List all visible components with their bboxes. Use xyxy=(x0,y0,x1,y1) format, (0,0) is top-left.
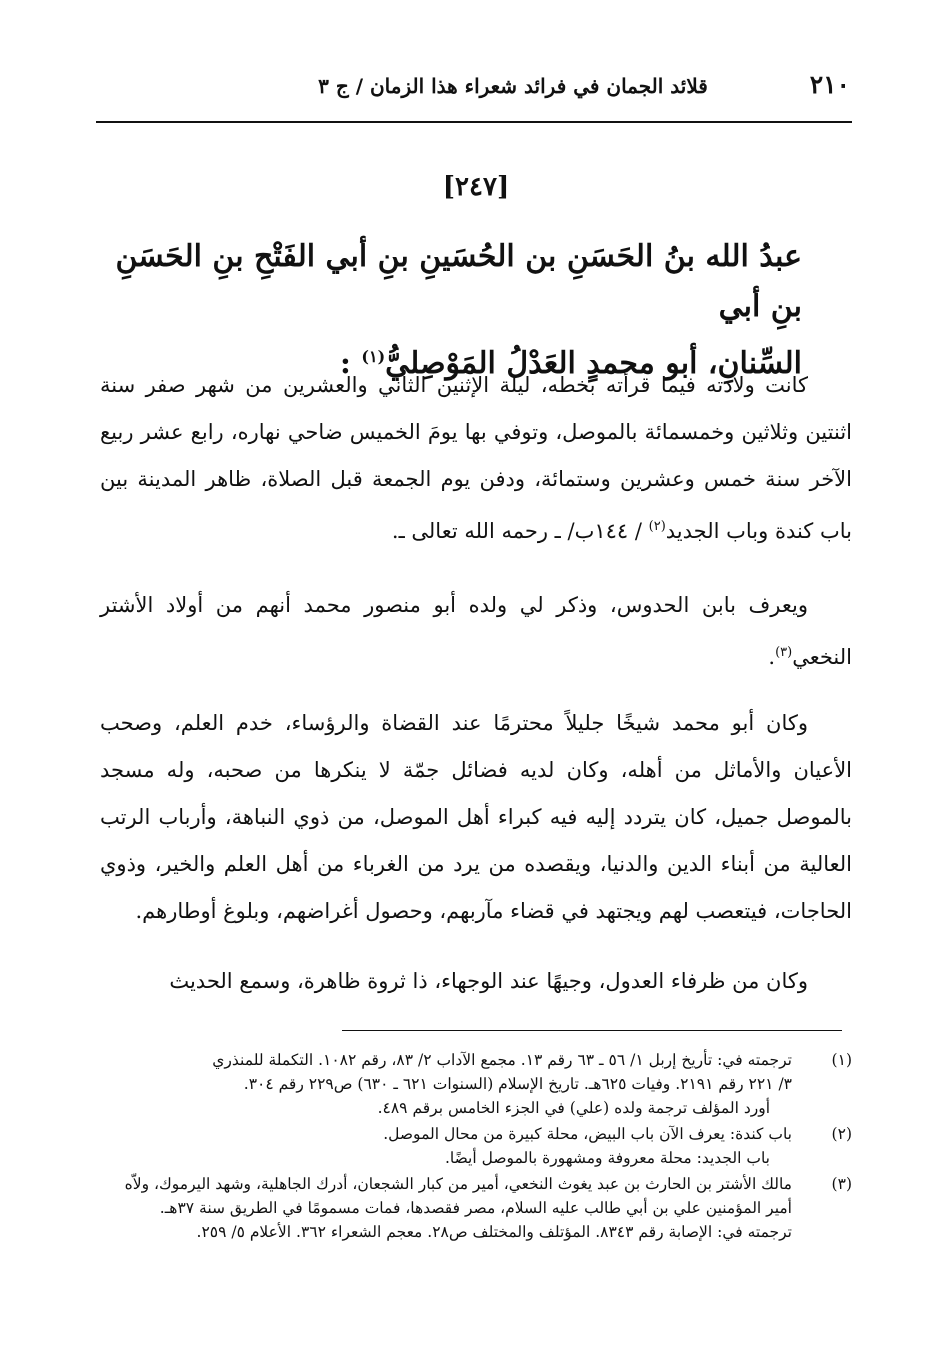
footnote-3 xyxy=(100,1172,852,1244)
page-number: ٢١٠ xyxy=(809,70,850,99)
footnote-line: ترجمته في: الإصابة رقم ٨٣٤٣. المؤتلف والمختلف ص٢٨. معجم الشعراء ٣٦٢. الأعلام ٥/ ٢٥٩. xyxy=(196,1223,792,1241)
entry-number: [٢٤٧] xyxy=(442,172,510,202)
paragraph-1-end: / ١٤٤ب/ ـ رحمه الله تعالى ـ. xyxy=(391,519,649,543)
footnote-separator xyxy=(342,1030,842,1031)
header-rule xyxy=(96,121,852,123)
paragraph-2 xyxy=(100,582,852,681)
entry-title-line-1: عبدُ الله بنُ الحَسَنِ بن الحُسَينِ بنِ أبي الفَتْحِ بنِ الحَسَنِ بنِ أبي xyxy=(115,239,802,324)
footnote-number: (١) xyxy=(831,1051,852,1069)
entry-title-line-2-text: السِّنانِ، أبو محمدٍ العَدْلُ المَوْصِليُّ xyxy=(385,346,802,381)
footnotes xyxy=(100,1048,852,1246)
footnote-number: (٣) xyxy=(831,1175,852,1193)
paragraph-3-text: وكان أبو محمد شيخًا جليلاً محترمًا عند القضاة والرؤساء، خدم العلم، وصحب الأعيان والأماثل من أهله، وكان لديه فضائل جمّة لا ينكرها من صحبه، وله مسجد بالموصل جميل، كان يتردد إليه فيه كبراء أهل الموصل، من ذوي النباهة، وأرباب الرتب العالية من أبناء الدين والدنيا، ويقصده من يرد من الغرباء من أهل العلم والخير، وذوي الحاجات، فيتعصب لهم ويجتهد في قضاء مآربهم، وحصول أغراضهم، وبلوغ أوطارهم. xyxy=(100,711,852,923)
paragraph-1-text: كانت ولادته فيما قرأته بخطه، ليلة الإثنين الثاني والعشرين من شهر صفر سنة اثنتين وثلاثين وخمسمائة بالموصل، وتوفي بها يومَ الخميس ضاحي نهاره، رابع عشر ربيع الآخر سنة خمس وعشرين وستمائة، ودفن يوم الجمعة قبل الصلاة، ظاهر المدينة بين باب كندة وباب الجديد xyxy=(100,373,852,543)
footnote-line: أمير المؤمنين علي بن أبي طالب عليه السلام، مصر فقصدها، فمات مسمومًا في الطريق سنة ٣٧هـ. xyxy=(159,1199,792,1217)
footnote-line: باب كندة: يعرف الآن باب البيض، محلة كبيرة من محال الموصل. xyxy=(383,1125,792,1143)
footnote-line: ٣/ ٢٢١ رقم ٢١٩١. وفيات ٦٢٥هـ. تاريخ الإسلام (السنوات ٦٢١ ـ ٦٣٠) ص٢٢٩ رقم ٣٠٤. xyxy=(243,1075,792,1093)
paragraph-3 xyxy=(100,700,852,935)
footnote-ref-1[interactable]: (١) xyxy=(361,347,386,366)
entry-title-end: : xyxy=(339,346,362,381)
footnote-1 xyxy=(100,1048,852,1120)
running-title: قلائد الجمان في فرائد شعراء هذا الزمان / ج ٣ xyxy=(318,74,708,98)
paragraph-2-end: . xyxy=(768,645,776,669)
footnote-subline: باب الجديد: محلة معروفة ومشهورة بالموصل أيضًا. xyxy=(444,1149,770,1167)
paragraph-1 xyxy=(100,362,852,555)
paragraph-4 xyxy=(100,958,852,1005)
paragraph-2-text: ويعرف بابن الحدوس، وذكر لي ولده أبو منصور محمد أنهم من أولاد الأشتر النخعي xyxy=(100,593,852,669)
footnote-number: (٢) xyxy=(831,1125,852,1143)
footnote-2 xyxy=(100,1122,852,1170)
paragraph-4-text: وكان من ظرفاء العدول، وجيهًا عند الوجهاء، ذا ثروة ظاهرة، وسمع الحديث xyxy=(169,969,808,993)
footnote-ref-2[interactable]: (٢) xyxy=(648,519,666,534)
footnote-line: مالك الأشتر بن الحارث بن عبد يغوث النخعي، أمير من كبار الشجعان، أدرك الجاهلية، وشهد اليرموك، ولاّه xyxy=(124,1175,792,1193)
page-header xyxy=(96,70,852,114)
footnote-subline: أورد المؤلف ترجمة ولده (علي) في الجزء الخامس برقم ٤٨٩. xyxy=(377,1099,770,1117)
footnote-line: ترجمته في: تأريخ إربل ١/ ٥٦ ـ ٦٣ رقم ١٣. مجمع الآداب ٢/ ٨٣، رقم ١٠٨٢. التكملة للمنذري xyxy=(212,1051,792,1069)
footnote-ref-3[interactable]: (٣) xyxy=(775,645,793,660)
